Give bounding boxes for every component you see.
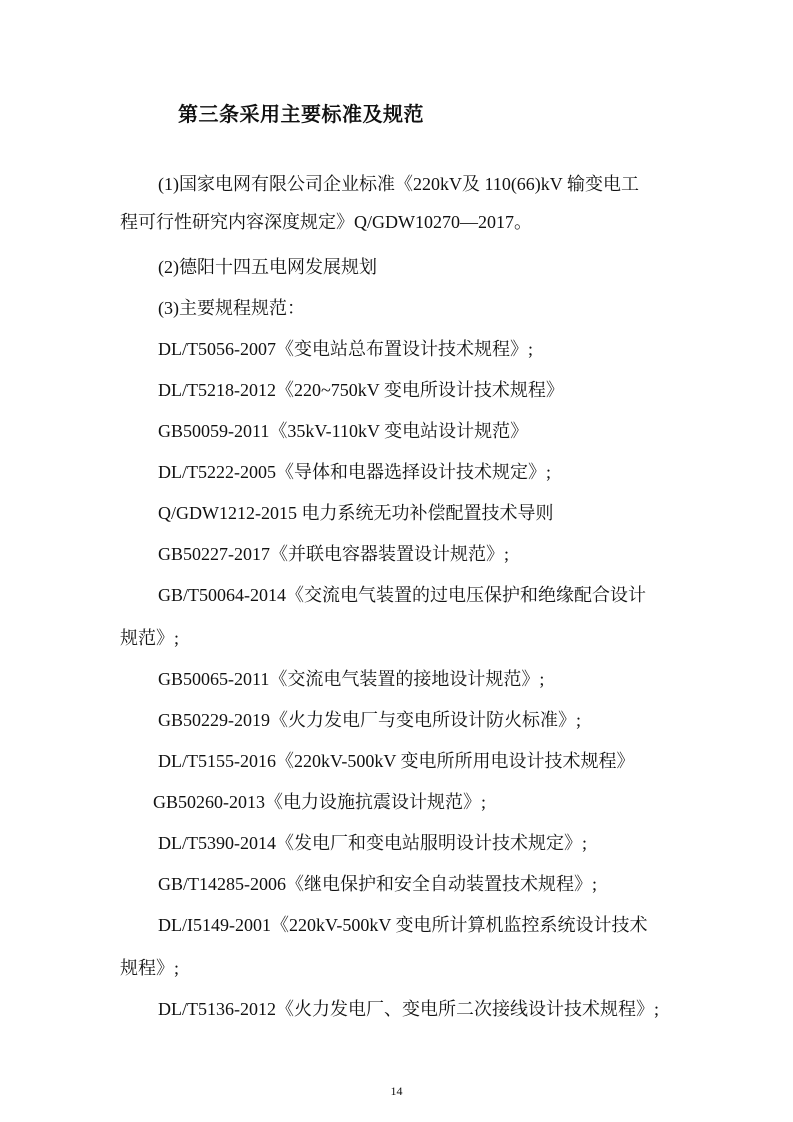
regulation-dl-t5056: DL/T5056-2007《变电站总布置设计技术规程》; (158, 339, 533, 359)
page-number: 14 (390, 1084, 403, 1098)
regulation-dl-t5155: DL/T5155-2016《220kV-500kV 变电所所用电设计技术规程》 (158, 751, 635, 771)
standard-item-2: (2)德阳十四五电网发展规划 (158, 257, 377, 277)
regulation-dl-t5390: DL/T5390-2014《发电厂和变电站服明设计技术规定》; (158, 833, 587, 853)
regulation-gb50260: GB50260-2013《电力设施抗震设计规范》; (153, 792, 486, 812)
regulation-dl-t5136: DL/T5136-2012《火力发电厂、变电所二次接线设计技术规程》; (158, 999, 659, 1019)
regulation-dl-i5149-line-2: 规程》; (120, 958, 180, 978)
regulation-gb-t50064-line-2: 规范》; (120, 628, 180, 648)
regulation-gb50065: GB50065-2011《交流电气装置的接地设计规范》; (158, 669, 545, 689)
regulation-q-gdw1212: Q/GDW1212-2015 电力系统无功补偿配置技术导则 (158, 503, 554, 523)
regulation-gb50229: GB50229-2019《火力发电厂与变电所设计防火标准》; (158, 710, 581, 730)
section-heading: 第三条采用主要标准及规范 (178, 104, 424, 126)
regulation-gb50227: GB50227-2017《并联电容器装置设计规范》; (158, 544, 509, 564)
standard-item-1-line-2: 程可行性研究内容深度规定》Q/GDW10270—2017。 (120, 212, 532, 232)
regulation-gb-t50064-line-1: GB/T50064-2014《交流电气装置的过电压保护和绝缘配合设计 (158, 585, 646, 605)
regulation-dl-i5149-line-1: DL/I5149-2001《220kV-500kV 变电所计算机监控系统设计技术 (158, 915, 648, 935)
regulation-dl-t5218: DL/T5218-2012《220~750kV 变电所设计技术规程》 (158, 380, 564, 400)
regulation-gb50059: GB50059-2011《35kV-110kV 变电站设计规范》 (158, 421, 529, 441)
standard-item-3: (3)主要规程规范： (158, 298, 305, 318)
standard-item-1-line-1: (1)国家电网有限公司企业标准《220kV及 110(66)kV 输变电工 (158, 174, 639, 194)
regulation-dl-t5222: DL/T5222-2005《导体和电器选择设计技术规定》; (158, 462, 551, 482)
regulation-gb-t14285: GB/T14285-2006《继电保护和安全自动装置技术规程》; (158, 874, 597, 894)
